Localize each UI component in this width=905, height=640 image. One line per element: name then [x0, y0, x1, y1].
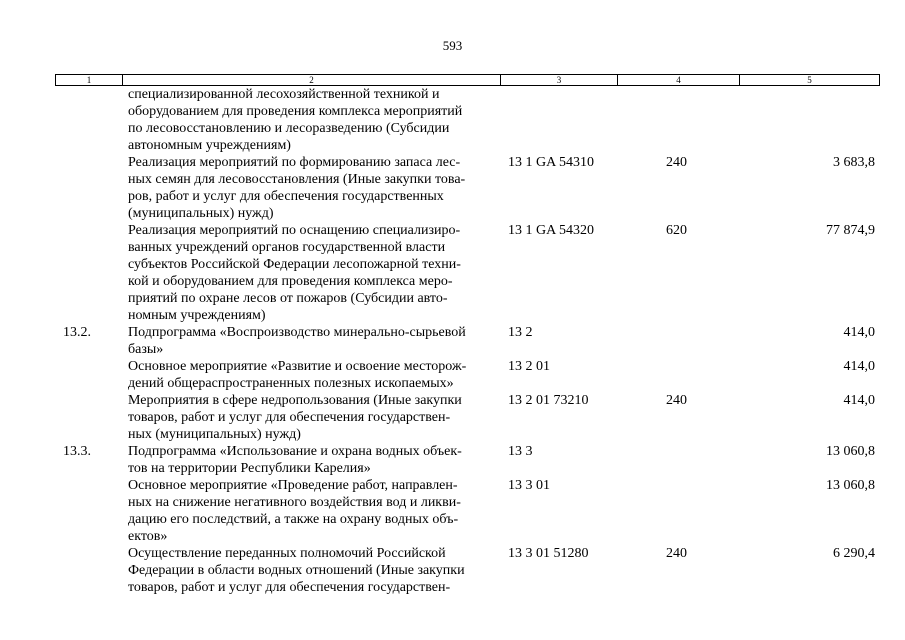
row-expense-type: 240 [666, 155, 687, 170]
table-row [0, 477, 905, 545]
row-description: Подпрограмма «Использование и охрана водных объек- тов на территории Республики Карелия» [128, 444, 462, 476]
row-description: Основное мероприятие «Развитие и освоение месторож- дений общераспространенных полезных ископаемых» [128, 359, 467, 391]
table-row [0, 545, 905, 596]
row-expense-type: 620 [666, 223, 687, 238]
row-code: 13 1 GA 54320 [508, 223, 594, 238]
row-amount: 77 874,9 [826, 223, 875, 238]
row-number: 13.3. [63, 444, 91, 459]
column-header-3: 3 [501, 75, 618, 86]
table-row [0, 358, 905, 392]
table-header [55, 74, 880, 86]
row-description: Подпрограмма «Воспроизводство минерально-сырьевой базы» [128, 325, 466, 357]
column-header-5: 5 [740, 75, 880, 86]
row-amount: 414,0 [843, 393, 875, 408]
row-description: Осуществление переданных полномочий Российской Федерации в области водных отношений (Иные закупки товаров, работ и услуг для обеспечения государствен- [128, 546, 465, 595]
row-code: 13 3 01 51280 [508, 546, 589, 561]
row-number: 13.2. [63, 325, 91, 340]
row-expense-type: 240 [666, 393, 687, 408]
row-code: 13 3 01 [508, 478, 550, 493]
column-header-1: 1 [56, 75, 123, 86]
page-number: 593 [442, 38, 463, 53]
row-code: 13 2 01 73210 [508, 393, 589, 408]
row-description: Реализация мероприятий по формированию запаса лес- ных семян для лесовосстановления (Иные закупки това- ров, работ и услуг для обеспечения государственных (муниципальных) нужд) [128, 155, 466, 221]
column-header-4: 4 [618, 75, 740, 86]
row-description: Основное мероприятие «Проведение работ, направлен- ных на снижение негативного воздействия вод и ликви- дацию его последствий, а также на охрану водных объ- ектов» [128, 478, 461, 544]
row-description: Реализация мероприятий по оснащению специализиро- ванных учреждений органов государственной власти субъектов Российской Федерации лесопожарной техни- кой и оборудованием для проведения комплекса меро- приятий по охране лесов от пожаров (Субсидии авто- номным учреждениям) [128, 223, 461, 323]
table-row [0, 86, 905, 154]
table-row [0, 154, 905, 222]
table-row [0, 443, 905, 477]
column-header-2: 2 [123, 75, 501, 86]
table-body [0, 86, 905, 596]
row-amount: 13 060,8 [826, 478, 875, 493]
row-description: специализированной лесохозяйственной техникой и оборудованием для проведения комплекса мероприятий по лесовосстановлению и лесоразведению (Субсидии автономным учреждениям) [128, 87, 463, 153]
row-amount: 414,0 [843, 325, 875, 340]
row-expense-type: 240 [666, 546, 687, 561]
row-amount: 414,0 [843, 359, 875, 374]
row-code: 13 2 [508, 325, 533, 340]
row-amount: 13 060,8 [826, 444, 875, 459]
row-code: 13 1 GA 54310 [508, 155, 594, 170]
table-row [0, 222, 905, 324]
table-row [0, 392, 905, 443]
row-amount: 3 683,8 [833, 155, 875, 170]
row-description: Мероприятия в сфере недропользования (Иные закупки товаров, работ и услуг для обеспечения государствен- ных (муниципальных) нужд) [128, 393, 462, 442]
row-code: 13 3 [508, 444, 533, 459]
table-row [0, 324, 905, 358]
row-code: 13 2 01 [508, 359, 550, 374]
row-amount: 6 290,4 [833, 546, 875, 561]
